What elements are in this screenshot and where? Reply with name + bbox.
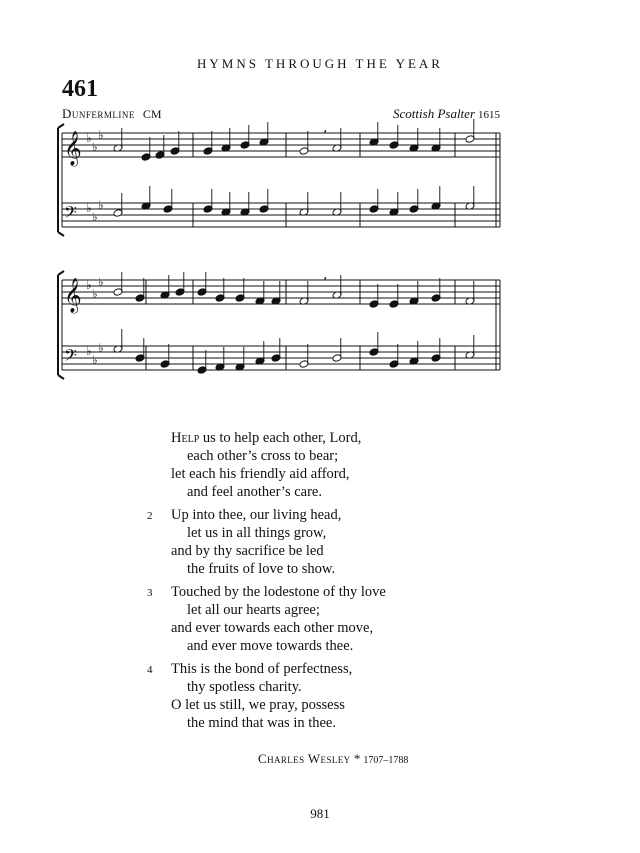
verse-1 [171, 429, 361, 501]
tune-name: Dunfermline [62, 106, 135, 121]
verse-first-word: Help [171, 430, 200, 446]
verse-4 [171, 660, 352, 732]
tune-source-name: Scottish Psalter [393, 106, 475, 121]
bass-clef-icon: 𝄢 [64, 345, 77, 369]
hymn-number: 461 [62, 76, 98, 102]
verse-line: O let us still, we pray, possess [171, 697, 345, 713]
verse-line: let us in all things grow, [187, 525, 327, 541]
verse-line: the mind that was in thee. [187, 715, 336, 731]
verse-line: thy spotless charity. [187, 679, 302, 695]
author-credit [258, 751, 408, 767]
verse-number: 4 [147, 664, 153, 676]
music-score [0, 0, 640, 400]
bass-clef-icon: 𝄢 [64, 202, 77, 226]
verse-2 [171, 506, 341, 578]
verse-line: Up into thee, our living head, [171, 507, 342, 523]
verse-number: 3 [147, 587, 153, 599]
breath-mark: , [323, 267, 328, 283]
page-number: 981 [310, 806, 330, 821]
svg-text:♭: ♭ [92, 353, 98, 367]
svg-text:♭: ♭ [92, 140, 98, 154]
svg-text:♭: ♭ [86, 201, 92, 215]
verse-line: each other’s cross to bear; [187, 448, 339, 464]
verse-line: This is the bond of perfectness, [171, 661, 353, 677]
svg-text:♭: ♭ [98, 198, 104, 212]
meter: CM [142, 107, 162, 121]
svg-text:♭: ♭ [92, 287, 98, 301]
svg-text:♭: ♭ [98, 275, 104, 289]
author-mark: * [353, 751, 361, 766]
author-name: Charles Wesley [258, 751, 351, 766]
breath-mark: , [323, 120, 328, 136]
verse-line [171, 429, 361, 447]
running-head: HYMNS THROUGH THE YEAR [197, 56, 443, 71]
author-years: 1707–1788 [363, 755, 409, 766]
svg-text:♭: ♭ [86, 344, 92, 358]
verse-line: and ever move towards thee. [187, 638, 354, 654]
verse-3 [171, 583, 386, 655]
svg-text:♭: ♭ [98, 128, 104, 142]
verse-line: let all our hearts agree; [187, 602, 320, 618]
verse-number: 2 [147, 510, 153, 522]
verse-line: the fruits of love to show. [187, 561, 336, 577]
tune-source-year: 1615 [478, 109, 500, 121]
verse-line: Touched by the lodestone of thy love [171, 584, 386, 600]
svg-text:♭: ♭ [86, 131, 92, 145]
verse-line: and by thy sacrifice be led [171, 543, 324, 559]
verse-line-text: us to help each other, Lord, [202, 430, 362, 446]
verse-line: and ever towards each other move, [171, 620, 374, 636]
svg-text:♭: ♭ [98, 341, 104, 355]
svg-text:♭: ♭ [92, 210, 98, 224]
verse-line: let each his friendly aid afford, [171, 466, 350, 482]
svg-text:♭: ♭ [86, 278, 92, 292]
key-signature-flats [86, 128, 104, 367]
treble-clef-icon: 𝄞 [64, 131, 82, 166]
verse-line: and feel another’s care. [187, 484, 322, 500]
treble-clef-icon: 𝄞 [64, 278, 82, 313]
